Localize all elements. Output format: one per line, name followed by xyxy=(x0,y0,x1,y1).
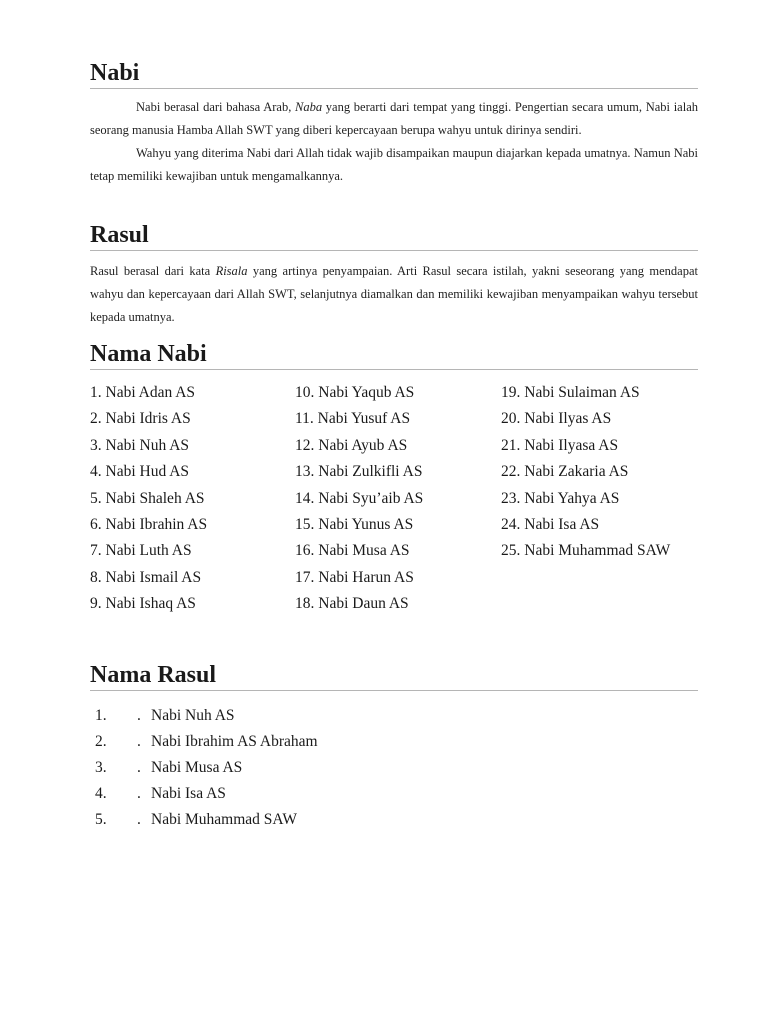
nabi-list-item: 14. Nabi Syu’aib AS xyxy=(295,489,424,507)
rasul-list-item xyxy=(90,755,698,781)
rasul-item-dot: . xyxy=(137,810,141,828)
nabi-list-item: 12. Nabi Ayub AS xyxy=(295,436,408,454)
rasul-item-number: 4. xyxy=(95,784,107,802)
rasul-p1-term: Risala xyxy=(215,264,248,278)
rasul-list-item xyxy=(90,807,698,833)
heading-rasul: Rasul xyxy=(90,220,698,251)
nabi-list-item: 9. Nabi Ishaq AS xyxy=(90,595,196,613)
section-nabi xyxy=(90,58,698,188)
nabi-list-item: 15. Nabi Yunus AS xyxy=(295,516,414,534)
heading-nama-nabi: Nama Nabi xyxy=(90,339,698,370)
nabi-list-item: 1. Nabi Adan AS xyxy=(90,384,196,401)
nabi-list-item: 24. Nabi Isa AS xyxy=(501,516,600,534)
rasul-item-number: 3. xyxy=(95,758,107,776)
section-nama-rasul xyxy=(90,660,698,833)
nabi-list-item: 20. Nabi Ilyas AS xyxy=(501,410,612,428)
rasul-item-name: Nabi Isa AS xyxy=(151,784,226,802)
rasul-list-item xyxy=(90,703,698,729)
nabi-name-columns xyxy=(90,380,698,618)
nabi-paragraph-1 xyxy=(90,96,698,142)
nabi-p1-term: Naba xyxy=(295,100,323,114)
rasul-item-dot: . xyxy=(137,784,141,802)
rasul-item-name: Nabi Ibrahim AS Abraham xyxy=(151,732,318,750)
nabi-list-item: 22. Nabi Zakaria AS xyxy=(501,463,629,481)
nabi-p1-after: yang berarti dari tempat yang tinggi. Pengertian secara umum, Nabi ialah seorang manusia Hamba Allah SWT yang diberi kepercayaan berupa wahyu untuk dirinya sendiri. xyxy=(90,100,698,137)
nabi-paragraph-2: Wahyu yang diterima Nabi dari Allah tidak wajib disampaikan maupun diajarkan kepada umatnya. Namun Nabi tetap memiliki kewajiban untuk mengamalkannya. xyxy=(90,146,698,183)
heading-nabi: Nabi xyxy=(90,58,698,89)
nabi-list-item: 18. Nabi Daun AS xyxy=(295,595,409,613)
nabi-list-item: 6. Nabi Ibrahin AS xyxy=(90,516,208,534)
document-body xyxy=(90,58,698,833)
rasul-item-name: Nabi Muhammad SAW xyxy=(151,810,297,828)
rasul-list xyxy=(90,703,698,833)
rasul-item-dot: . xyxy=(137,758,141,776)
nabi-list-item: 7. Nabi Luth AS xyxy=(90,542,192,560)
nabi-list-item: 3. Nabi Nuh AS xyxy=(90,436,190,454)
nabi-list-item: 8. Nabi Ismail AS xyxy=(90,568,202,586)
rasul-list-item xyxy=(90,729,698,755)
rasul-list-item xyxy=(90,781,698,807)
nabi-list-item: 2. Nabi Idris AS xyxy=(90,410,191,428)
nabi-p1-before: Nabi berasal dari bahasa Arab, xyxy=(136,100,296,114)
rasul-p1-after: yang artinya penyampaian. Arti Rasul secara istilah, yakni seseorang yang mendapat wahyu dan kepercayaan dari Allah SWT, selanjutnya diamalkan dan memiliki kewajiban menyampaikan wahyu tersebut kepada umatnya. xyxy=(90,264,698,324)
nabi-list-item: 25. Nabi Muhammad SAW xyxy=(501,542,671,560)
nabi-list-item: 21. Nabi Ilyasa AS xyxy=(501,436,619,454)
nabi-list-item: 17. Nabi Harun AS xyxy=(295,568,414,586)
nabi-list-item: 23. Nabi Yahya AS xyxy=(501,489,620,507)
nabi-column-1 xyxy=(90,380,295,618)
nabi-list-item: 13. Nabi Zulkifli AS xyxy=(295,463,423,481)
section-rasul xyxy=(90,220,698,329)
nabi-list-item: 16. Nabi Musa AS xyxy=(295,542,410,560)
nabi-list-item: 10. Nabi Yaqub AS xyxy=(295,384,415,401)
nabi-list-item: 5. Nabi Shaleh AS xyxy=(90,489,205,507)
nabi-column-3 xyxy=(501,380,698,618)
rasul-item-dot: . xyxy=(137,732,141,750)
rasul-item-name: Nabi Nuh AS xyxy=(151,706,235,724)
nabi-list-item: 19. Nabi Sulaiman AS xyxy=(501,384,640,401)
nabi-list-item: 11. Nabi Yusuf AS xyxy=(295,410,411,428)
rasul-paragraph-1 xyxy=(90,260,698,329)
rasul-p1-before: Rasul berasal dari kata xyxy=(90,264,216,278)
rasul-item-number: 1. xyxy=(95,706,107,724)
rasul-item-number: 2. xyxy=(95,732,107,750)
rasul-item-name: Nabi Musa AS xyxy=(151,758,243,776)
nabi-column-2 xyxy=(295,380,501,618)
section-nama-nabi xyxy=(90,339,698,618)
rasul-item-number: 5. xyxy=(95,810,107,828)
nabi-list-item: 4. Nabi Hud AS xyxy=(90,463,190,481)
heading-nama-rasul: Nama Rasul xyxy=(90,660,698,691)
rasul-item-dot: . xyxy=(137,706,141,724)
